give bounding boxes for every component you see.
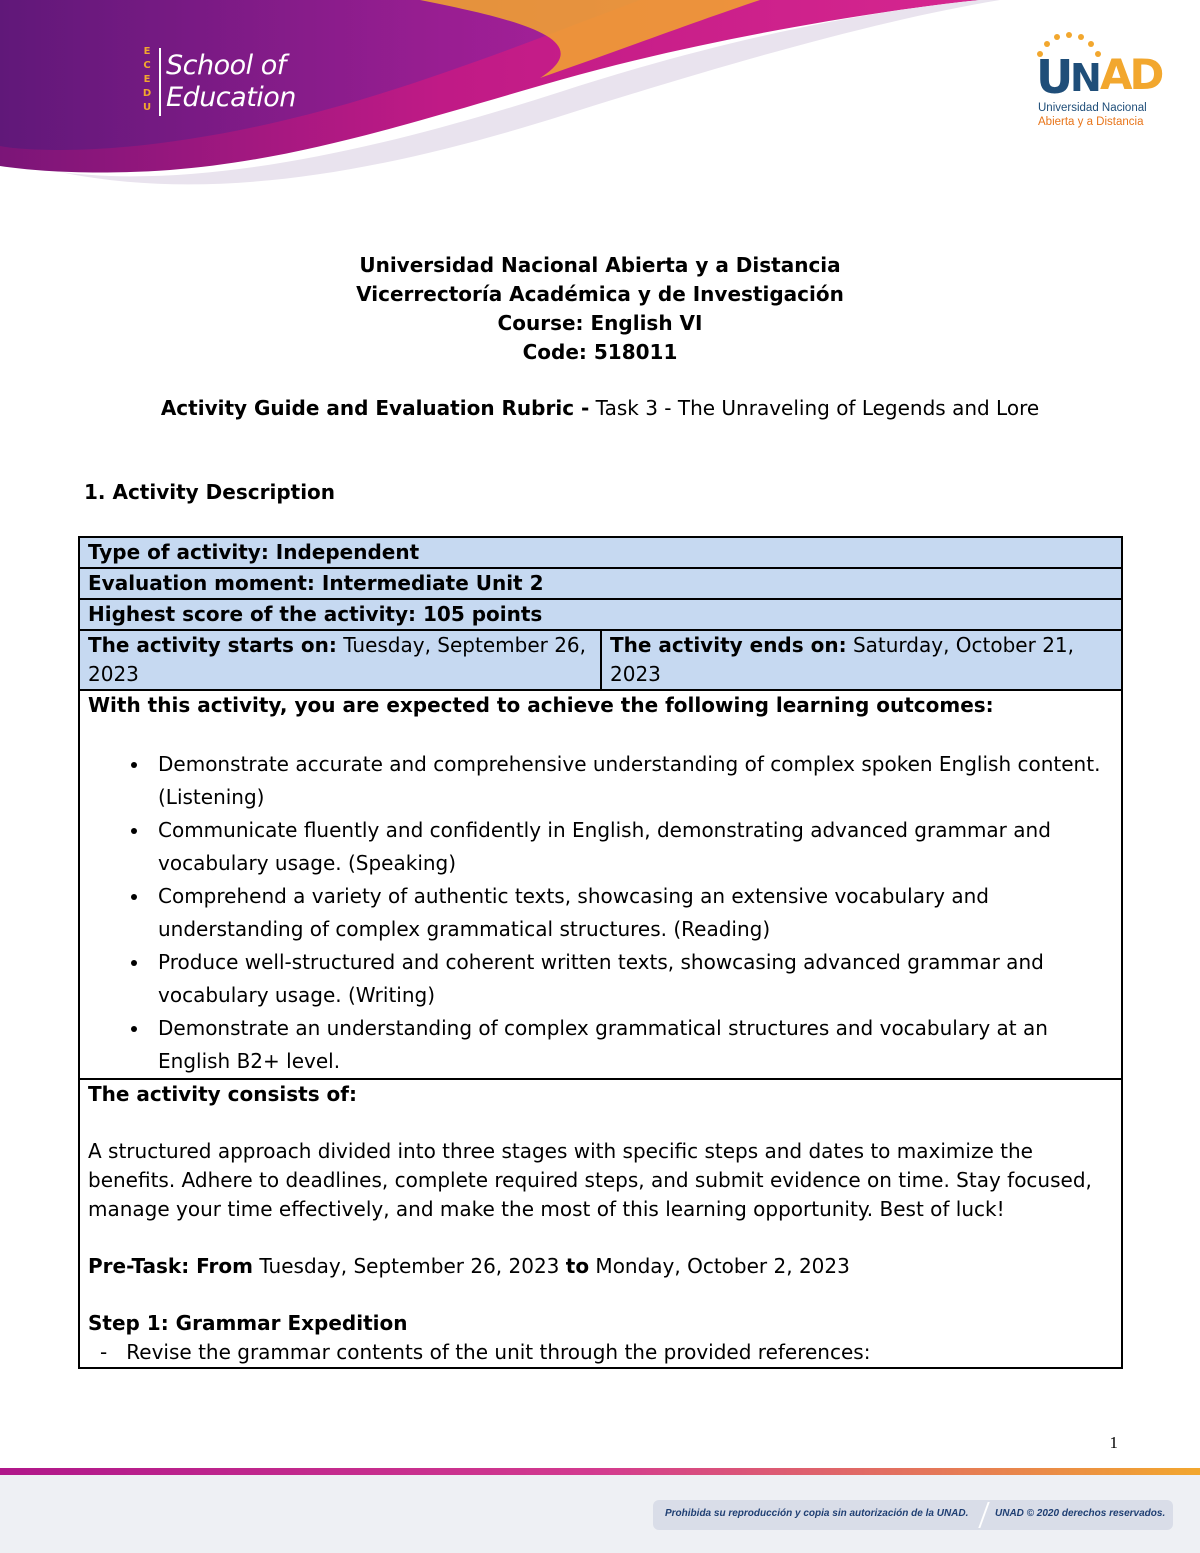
starts-label: The activity starts on: [88, 633, 337, 657]
activity-description-table [78, 536, 1123, 1369]
pretask-end: Monday, October 2, 2023 [589, 1254, 850, 1278]
table-row [79, 690, 1122, 1079]
guide-title [100, 394, 1100, 423]
code-title: Code: 518011 [522, 340, 678, 364]
section-heading: 1. Activity Description [84, 480, 336, 504]
starts-value: Tuesday, September 26, 2023 [88, 633, 587, 686]
highest-score-cell: Highest score of the activity: 105 points [79, 599, 1122, 630]
step1-text: Revise the grammar contents of the unit through the provided references: [126, 1340, 871, 1364]
table-row [79, 1079, 1122, 1368]
pretask-to: to [565, 1254, 590, 1278]
consists-text: A structured approach divided into three stages with specific steps and dates to maximize the benefits. Adhere to deadlines, complete required steps, and submit evidence on time. Stay focused, manage your time effectively, and make the most of this learning opportunity. Best of luck! [88, 1139, 1092, 1221]
unad-subtitle-1: Universidad Nacional [1038, 102, 1147, 114]
table-row [79, 599, 1122, 630]
university-title: Universidad Nacional Abierta y a Distancia [359, 253, 841, 277]
unad-letter-u: U [1036, 50, 1072, 104]
unad-letters-ad: AD [1100, 50, 1162, 99]
unad-letter-n: N [1070, 56, 1100, 100]
logo-divider [159, 48, 161, 116]
activity-consists-cell [79, 1079, 1122, 1368]
evaluation-moment-cell: Evaluation moment: Intermediate Unit 2 [79, 568, 1122, 599]
school-logo-line-2: Education [166, 82, 296, 113]
footer-left-text: Prohibida su reproducción y copia sin autorización de la UNAD. [665, 1508, 969, 1519]
step1-heading: Step 1: Grammar Expedition [88, 1311, 408, 1335]
list-item: • Demonstrate accurate and comprehensive understanding of complex spoken English content. (Listening) [150, 748, 1113, 814]
list-item: • Produce well-structured and coherent written texts, showcasing advanced grammar and vocabulary usage. (Writing) [150, 946, 1113, 1012]
table-row [79, 537, 1122, 568]
pretask-dates [88, 1252, 1113, 1281]
vice-rectory-title: Vicerrectoría Académica y de Investigación [356, 282, 844, 306]
unad-subtitle-2: Abierta y a Distancia [1038, 116, 1144, 128]
step1-dash: - [100, 1340, 108, 1364]
ecedu-letter: C [143, 60, 151, 71]
activity-ends-cell [601, 630, 1122, 690]
guide-title-bold: Activity Guide and Evaluation Rubric - [160, 396, 590, 420]
ecedu-letter: E [143, 74, 151, 85]
table-row [79, 568, 1122, 599]
list-item: • Demonstrate an understanding of complex grammatical structures and vocabulary at an English B2+ level. [150, 1012, 1113, 1078]
school-logo-line-1: School of [166, 50, 286, 81]
page-number: 1 [1109, 1433, 1118, 1452]
footer-copyright-bar [653, 1500, 1173, 1530]
consists-heading: The activity consists of: [88, 1082, 357, 1106]
footer-right-text: UNAD © 2020 derechos reservados. [995, 1508, 1166, 1519]
outcomes-heading: With this activity, you are expected to achieve the following learning outcomes: [88, 693, 994, 717]
footer-divider [978, 1502, 989, 1528]
learning-outcomes-cell [79, 690, 1122, 1079]
ecedu-letter: U [142, 102, 152, 113]
list-item: • Comprehend a variety of authentic texts, showcasing an extensive vocabulary and understanding of complex grammatical structures. (Reading) [150, 880, 1113, 946]
course-title: Course: English VI [497, 311, 703, 335]
pretask-start: Tuesday, September 26, 2023 [253, 1254, 566, 1278]
unad-logo [1030, 30, 1170, 130]
activity-starts-cell [79, 630, 601, 690]
ends-value: Saturday, October 21, 2023 [610, 633, 1074, 686]
pretask-label: Pre-Task: From [88, 1254, 253, 1278]
ecedu-letter: E [143, 46, 151, 57]
ends-label: The activity ends on: [610, 633, 847, 657]
school-of-education-logo [140, 46, 320, 126]
outcomes-list [88, 748, 1113, 1078]
table-row [79, 630, 1122, 690]
list-item: • Communicate fluently and confidently in English, demonstrating advanced grammar and vocabulary usage. (Speaking) [150, 814, 1113, 880]
type-of-activity-cell: Type of activity: Independent [79, 537, 1122, 568]
guide-title-task: Task 3 - The Unraveling of Legends and Lore [589, 396, 1040, 420]
ecedu-letter: D [142, 88, 152, 99]
step1-reference-item [88, 1338, 1113, 1367]
